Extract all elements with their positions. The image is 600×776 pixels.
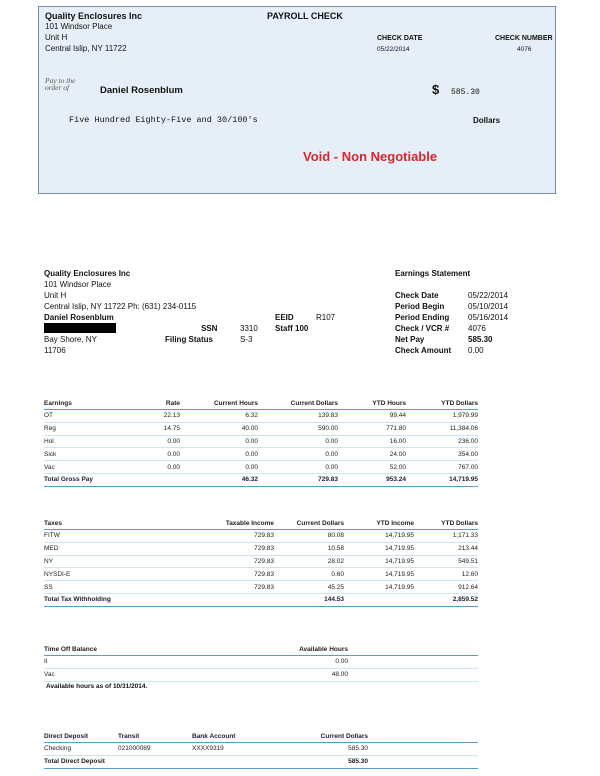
total-current-hours: 46.32 bbox=[180, 473, 258, 486]
earning-ytd-hours: 16.00 bbox=[338, 435, 406, 448]
earning-type: OT bbox=[44, 410, 132, 423]
total-ytd-hours: 953.24 bbox=[338, 473, 406, 486]
earning-rate: 0.00 bbox=[132, 448, 180, 461]
tax-ytd-dollars: 213.44 bbox=[414, 542, 478, 555]
tax-type: SS bbox=[44, 581, 192, 594]
tax-current-dollars: 10.58 bbox=[274, 542, 344, 555]
period-begin-label: Period Begin bbox=[395, 302, 445, 311]
earning-ytd-dollars: 11,384.06 bbox=[406, 422, 478, 435]
check-amount: 585.30 bbox=[451, 88, 480, 97]
total-label: Total Tax Withholding bbox=[44, 593, 192, 606]
table-row bbox=[44, 542, 478, 555]
ytd-dollars-col-header: YTD Dollars bbox=[406, 398, 478, 410]
earning-ytd-dollars: 1,979.99 bbox=[406, 410, 478, 423]
total-bank-account bbox=[192, 755, 282, 768]
pay-to-label: Pay to the order of bbox=[45, 76, 76, 92]
employee-zip: 11706 bbox=[44, 346, 66, 355]
current-hours-col-header: Current Hours bbox=[180, 398, 258, 410]
tax-taxable-income: 729.83 bbox=[192, 542, 274, 555]
table-row bbox=[44, 530, 478, 543]
earning-ytd-hours: 771.80 bbox=[338, 422, 406, 435]
total-ytd-dollars: 14,719.95 bbox=[406, 473, 478, 486]
employee-name: Daniel Rosenblum bbox=[44, 313, 114, 322]
tax-current-dollars: 80.08 bbox=[274, 530, 344, 543]
check-address2: Unit H bbox=[45, 33, 68, 42]
deposit-spacer bbox=[368, 743, 478, 756]
ssn-value: 3310 bbox=[240, 324, 258, 333]
earning-current-hours: 40.00 bbox=[180, 422, 258, 435]
total-tax-ytd-dollars: 2,859.52 bbox=[414, 593, 478, 606]
transit-number: 021000089 bbox=[118, 743, 192, 756]
earning-current-hours: 6.32 bbox=[180, 410, 258, 423]
tax-ytd-dollars: 1,171.33 bbox=[414, 530, 478, 543]
time-off-table bbox=[44, 644, 478, 682]
currency-symbol: $ bbox=[432, 82, 440, 97]
ssn-label: SSN bbox=[201, 324, 218, 333]
time-off-spacer bbox=[348, 668, 478, 681]
earning-rate: 0.00 bbox=[132, 435, 180, 448]
earning-rate: 22.13 bbox=[132, 410, 180, 423]
ytd-income-col-header: YTD Income bbox=[344, 518, 414, 530]
earning-current-dollars: 139.83 bbox=[258, 410, 338, 423]
earning-type: Reg bbox=[44, 422, 132, 435]
stub-check-date-value: 05/22/2014 bbox=[468, 291, 509, 300]
earning-current-hours: 0.00 bbox=[180, 435, 258, 448]
time-off-hours: 0.00 bbox=[244, 656, 348, 669]
payroll-check bbox=[38, 6, 556, 194]
stub-address2: Unit H bbox=[44, 291, 67, 300]
check-vcr-value: 4076 bbox=[468, 324, 486, 333]
check-date-label: CHECK DATE bbox=[377, 35, 423, 42]
direct-deposit-header-row bbox=[44, 731, 478, 743]
time-off-spacer bbox=[348, 656, 478, 669]
time-off-note: Available hours as of 10/31/2014. bbox=[46, 683, 148, 690]
earning-ytd-hours: 99.44 bbox=[338, 410, 406, 423]
earning-ytd-dollars: 354.00 bbox=[406, 448, 478, 461]
direct-deposit-table bbox=[44, 731, 478, 769]
redacted-address bbox=[44, 323, 116, 333]
time-off-header-row bbox=[44, 644, 478, 656]
bank-account-col-header: Bank Account bbox=[192, 731, 282, 743]
amount-in-words: Five Hundred Eighty-Five and 30/100's bbox=[69, 115, 258, 125]
stub-address3: Central Islip, NY 11722 Ph: (631) 234-0115 bbox=[44, 302, 197, 311]
tax-ytd-dollars: 912.64 bbox=[414, 581, 478, 594]
earning-type: Sick bbox=[44, 448, 132, 461]
tax-ytd-dollars: 549.51 bbox=[414, 555, 478, 568]
earning-ytd-hours: 24.00 bbox=[338, 448, 406, 461]
total-ytd-income bbox=[344, 593, 414, 606]
direct-deposit-col-header: Direct Deposit bbox=[44, 731, 118, 743]
tax-current-dollars: 28.02 bbox=[274, 555, 344, 568]
check-amount-label: Check Amount bbox=[395, 346, 452, 355]
dollars-label: Dollars bbox=[473, 116, 501, 125]
tax-current-dollars: 0.60 bbox=[274, 568, 344, 581]
tax-ytd-dollars-col-header: YTD Dollars bbox=[414, 518, 478, 530]
check-number-label: CHECK NUMBER bbox=[495, 35, 553, 42]
table-row bbox=[44, 656, 478, 669]
check-number-value: 4076 bbox=[517, 46, 532, 53]
time-off-type: Vac bbox=[44, 668, 244, 681]
filing-status-value: S-3 bbox=[240, 335, 253, 344]
total-transit bbox=[118, 755, 192, 768]
total-label: Total Gross Pay bbox=[44, 473, 132, 486]
net-pay-label: Net Pay bbox=[395, 335, 425, 344]
taxes-table bbox=[44, 518, 478, 607]
check-title: PAYROLL CHECK bbox=[267, 11, 343, 21]
earning-current-dollars: 0.00 bbox=[258, 461, 338, 474]
tax-taxable-income: 729.83 bbox=[192, 530, 274, 543]
rate-col-header: Rate bbox=[132, 398, 180, 410]
tax-current-dollars-col-header: Current Dollars bbox=[274, 518, 344, 530]
time-off-type: II bbox=[44, 656, 244, 669]
eeid-label: EEID bbox=[275, 313, 294, 322]
earning-current-dollars: 0.00 bbox=[258, 448, 338, 461]
tax-ytd-income: 14,719.95 bbox=[344, 555, 414, 568]
total-deposit-amount: 585.30 bbox=[282, 755, 368, 768]
account-type: Checking bbox=[44, 743, 118, 756]
table-row bbox=[44, 422, 478, 435]
earning-ytd-hours: 52.00 bbox=[338, 461, 406, 474]
earning-current-dollars: 0.00 bbox=[258, 435, 338, 448]
time-off-hours: 48.00 bbox=[244, 668, 348, 681]
tax-type: FITW bbox=[44, 530, 192, 543]
tax-type: MED bbox=[44, 542, 192, 555]
check-company-name: Quality Enclosures Inc bbox=[45, 11, 143, 21]
earning-rate: 14.75 bbox=[132, 422, 180, 435]
table-row bbox=[44, 568, 478, 581]
tax-ytd-dollars: 12.60 bbox=[414, 568, 478, 581]
period-begin-value: 05/10/2014 bbox=[468, 302, 509, 311]
stub-company-name: Quality Enclosures Inc bbox=[44, 269, 131, 278]
filing-status-label: Filing Status bbox=[165, 335, 213, 344]
total-direct-deposit-row bbox=[44, 755, 478, 768]
earnings-table bbox=[44, 398, 478, 487]
tax-ytd-income: 14,719.95 bbox=[344, 530, 414, 543]
tax-taxable-income: 729.83 bbox=[192, 581, 274, 594]
payee-name: Daniel Rosenblum bbox=[100, 85, 183, 96]
earning-current-hours: 0.00 bbox=[180, 448, 258, 461]
tax-type: NY bbox=[44, 555, 192, 568]
time-off-col-header: Time Off Balance bbox=[44, 644, 244, 656]
deposit-amount: 585.30 bbox=[282, 743, 368, 756]
tax-ytd-income: 14,719.95 bbox=[344, 568, 414, 581]
total-taxable-income bbox=[192, 593, 274, 606]
table-row bbox=[44, 410, 478, 423]
available-hours-col-header: Available Hours bbox=[244, 644, 348, 656]
net-pay-value: 585.30 bbox=[468, 335, 493, 344]
table-row bbox=[44, 435, 478, 448]
earnings-header-row bbox=[44, 398, 478, 410]
total-tax-withholding-row bbox=[44, 593, 478, 606]
period-ending-value: 05/16/2014 bbox=[468, 313, 509, 322]
total-gross-pay-row bbox=[44, 473, 478, 486]
table-row bbox=[44, 448, 478, 461]
current-dollars-col-header: Current Dollars bbox=[258, 398, 338, 410]
earning-rate: 0.00 bbox=[132, 461, 180, 474]
tax-type: NYSDI-E bbox=[44, 568, 192, 581]
statement-title: Earnings Statement bbox=[395, 269, 471, 278]
stub-address1: 101 Windsor Place bbox=[44, 280, 112, 289]
deposit-spacer bbox=[368, 731, 478, 743]
stub-check-date-label: Check Date bbox=[395, 291, 439, 300]
table-row bbox=[44, 743, 478, 756]
tax-taxable-income: 729.83 bbox=[192, 568, 274, 581]
taxable-income-col-header: Taxable Income bbox=[192, 518, 274, 530]
transit-col-header: Transit bbox=[118, 731, 192, 743]
tax-ytd-income: 14,719.95 bbox=[344, 542, 414, 555]
deposit-spacer bbox=[368, 755, 478, 768]
check-amount-value: 0.00 bbox=[468, 346, 484, 355]
earning-current-hours: 0.00 bbox=[180, 461, 258, 474]
table-row bbox=[44, 581, 478, 594]
earning-type: Vac bbox=[44, 461, 132, 474]
total-tax-current-dollars: 144.53 bbox=[274, 593, 344, 606]
earning-type: Hol bbox=[44, 435, 132, 448]
check-address1: 101 Windsor Place bbox=[45, 22, 113, 31]
earning-ytd-dollars: 767.00 bbox=[406, 461, 478, 474]
period-ending-label: Period Ending bbox=[395, 313, 450, 322]
table-row bbox=[44, 668, 478, 681]
table-row bbox=[44, 555, 478, 568]
ytd-hours-col-header: YTD Hours bbox=[338, 398, 406, 410]
tax-taxable-income: 729.83 bbox=[192, 555, 274, 568]
bank-account-number: XXXX9319 bbox=[192, 743, 282, 756]
total-current-dollars: 729.83 bbox=[258, 473, 338, 486]
check-date-value: 05/22/2014 bbox=[377, 46, 410, 53]
tax-current-dollars: 45.25 bbox=[274, 581, 344, 594]
taxes-header-row bbox=[44, 518, 478, 530]
tax-ytd-income: 14,719.95 bbox=[344, 581, 414, 594]
check-city: Central Islip, NY 11722 bbox=[45, 44, 127, 53]
employee-city: Bay Shore, NY bbox=[44, 335, 97, 344]
earnings-col-header: Earnings bbox=[44, 398, 132, 410]
table-row bbox=[44, 461, 478, 474]
total-label: Total Direct Deposit bbox=[44, 755, 118, 768]
earning-current-dollars: 590.00 bbox=[258, 422, 338, 435]
deposit-current-dollars-col-header: Current Dollars bbox=[282, 731, 368, 743]
taxes-col-header: Taxes bbox=[44, 518, 192, 530]
total-rate bbox=[132, 473, 180, 486]
staff-label: Staff 100 bbox=[275, 324, 309, 333]
eeid-value: R107 bbox=[316, 313, 336, 322]
time-off-spacer bbox=[348, 644, 478, 656]
void-stamp: Void - Non Negotiable bbox=[303, 149, 438, 164]
check-vcr-label: Check / VCR # bbox=[395, 324, 450, 333]
earning-ytd-dollars: 236.00 bbox=[406, 435, 478, 448]
